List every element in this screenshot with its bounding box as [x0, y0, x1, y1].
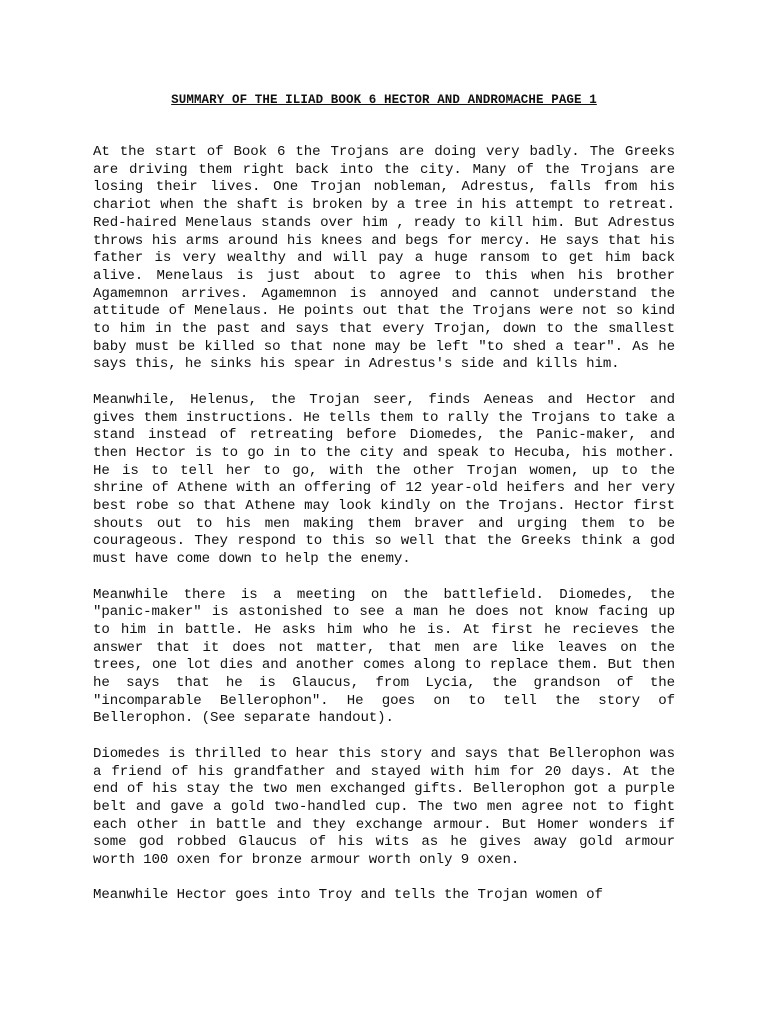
paragraph-adrestus: At the start of Book 6 the Trojans are doing very badly. The Greeks are driving them right back into the city. Many of the Trojans are losing their lives. One Trojan nobleman, Adrestus, falls from his chariot when the shaft is broken by a tree in his attempt to retreat. Red-haired Menelaus stands over him , ready to kill him. But Adrestus throws his arms around his knees and begs for mercy. He says that his father is very wealthy and will pay a huge ransom to get him back alive. Menelaus is just about to agree to this when his brother Agamemnon arrives. Agamemnon is annoyed and cannot understand the attitude of Menelaus. He points out that the Trojans were not so kind to him in the past and says that every Trojan, down to the smallest baby must be killed so that none may be left "to shed a tear". As he says this, he sinks his spear in Adrestus's side and kills him.: [93, 144, 675, 373]
paragraph-helenus: Meanwhile, Helenus, the Trojan seer, finds Aeneas and Hector and gives them instructions. He tells them to rally the Trojans to take a stand instead of retreating before Diomedes, the Panic-maker, and then Hector is to go in to the city and speak to Hecuba, his mother. He is to tell her to go, with the other Trojan women, up to the shrine of Athene with an offering of 12 year-old heifers and her very best robe so that Athene may look kindly on the Trojans. Hector first shouts out to his men making them braver and urging them to be courageous. They respond to this so well that the Greeks think a god must have come down to help the enemy.: [93, 391, 675, 568]
document-body: [93, 144, 675, 923]
paragraph-hector-in-troy: Meanwhile Hector goes into Troy and tells the Trojan women of: [93, 887, 603, 904]
page-title: SUMMARY OF THE ILIAD BOOK 6 HECTOR AND ANDROMACHE PAGE 1: [171, 93, 597, 107]
paragraph-battlefield-meeting: Meanwhile there is a meeting on the battlefield. Diomedes, the "panic-maker" is astonished to see a man he does not know facing up to him in battle. He asks him who he is. At first he recieves the answer that it does not matter, that men are like leaves on the trees, one lot dies and another comes along to replace them. But then he says that he is Glaucus, from Lycia, the grandson of the "incomparable Bellerophon". He goes on to tell the story of Bellerophon. (See separate handout).: [93, 586, 675, 727]
paragraph-armour-exchange: Diomedes is thrilled to hear this story and says that Bellerophon was a friend of his grandfather and stayed with him for 20 days. At the end of his stay the two men exchanged gifts. Bellerophon got a purple belt and gave a gold two-handled cup. The two men agree not to fight each other in battle and they exchange armour. But Homer wonders if some god robbed Glaucus of his wits as he gives away gold armour worth 100 oxen for bronze armour worth only 9 oxen.: [93, 745, 675, 869]
